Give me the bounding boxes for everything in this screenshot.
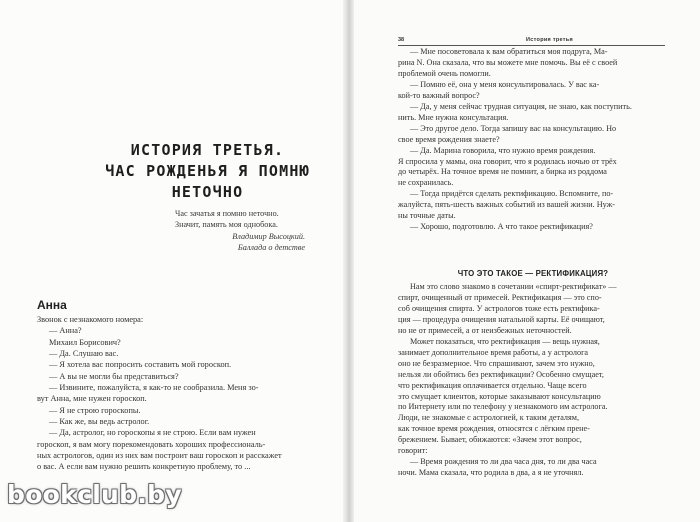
text-line: — Да. Марина говорила, что нужно время рождения. — [410, 145, 596, 155]
text-line: ночи. Мама сказала, что родила в два, а я не уточнял. — [398, 468, 584, 478]
section-heading-rectification: ЧТО ЭТО ТАКОЕ — РЕКТИФИКАЦИЯ? — [457, 269, 609, 278]
page-number: 38 — [398, 37, 405, 43]
epigraph-author: Владимир Высоцкий. — [232, 231, 305, 241]
text-line: ция — процедура очищения натальной карты. Её очищают, — [398, 314, 605, 324]
text-line: оно не безразмерное. Что спрашивают, зачем это нужно, — [398, 358, 595, 368]
text-line: вут Анна, мне нужен гороскоп. — [37, 394, 147, 404]
left-body-text — [37, 314, 327, 473]
text-line: соб очищения спирта. У астрологов тоже есть ректифика- — [398, 303, 600, 313]
text-line: — Это другое дело. Тогда запишу вас на консультацию. Но — [410, 123, 617, 133]
text-line: нельзя ли обойтись без ректификации? Особенно смущает, — [398, 369, 604, 379]
text-line: брежением. Бывает, обижаются: «Зачем этот вопрос, — [398, 435, 582, 445]
right-body-top — [398, 47, 668, 233]
text-line: — Да, у меня сейчас трудная ситуация, не знаю, как поступить. — [410, 101, 632, 111]
text-line: — Хорошо, подготовлю. А что такое ректификация? — [410, 222, 593, 232]
text-line: проблемой очень помогли. — [398, 68, 491, 78]
book-gutter — [343, 0, 354, 522]
epigraph-line: Час зачатья я помню неточно. — [175, 209, 279, 218]
epigraph — [175, 208, 305, 254]
section-heading-anna: Анна — [37, 298, 67, 312]
text-line: но не от примесей, а от неизбежных неточностей. — [398, 325, 572, 335]
text-line: жалуйста, пять-шесть важных событий из вашей жизни. Нуж- — [398, 200, 615, 210]
text-line: не сохранилась. — [398, 178, 454, 188]
chapter-title-line: НЕТОЧНО — [171, 183, 244, 201]
running-title: История третья — [526, 37, 573, 43]
text-line: — Извините, пожалуйста, я как-то не сообразила. Меня зо- — [49, 383, 259, 393]
watermark-logo: bookclub.by — [7, 480, 182, 509]
text-line: свое время рождения знаете? — [398, 134, 500, 144]
text-line: рина N. Она сказала, что вы можете мне помочь. Вы её с своей — [398, 57, 618, 67]
text-line: как точное время рождения, относятся с лёгким прене- — [398, 424, 590, 434]
text-line: — Время рождения то ли два часа дня, то ли два часа — [410, 457, 597, 467]
epigraph-line: Значит, память моя однобока. — [175, 220, 278, 230]
text-line: это смущает клиентов, которые заказывают консультацию — [398, 391, 601, 401]
text-line: — Анна? — [49, 326, 82, 336]
text-line: — Я не строю гороскопы. — [49, 405, 141, 415]
text-line: нить. Мне нужна консультация. — [398, 112, 509, 122]
text-line: по Интернету или по телефону у незнакомого им астролога. — [398, 402, 608, 412]
text-line: Может показаться, что ректификация — вещь нужная, — [410, 336, 600, 346]
running-head — [398, 37, 665, 46]
text-line: — Я хотела вас попросить составить мой гороскоп. — [49, 360, 232, 370]
chapter-title-line: ИСТОРИЯ ТРЕТЬЯ. — [130, 141, 285, 159]
text-line: — Помню её, она у меня консультировалась. У вас ка- — [410, 79, 600, 89]
text-line: — Тогда придётся сделать ректификацию. Вспомните, по- — [410, 189, 614, 199]
chapter-title — [105, 140, 310, 203]
text-line: — Да. Слушаю вас. — [49, 349, 119, 359]
text-line: — Мне посоветовала к вам обратиться моя подруга, Ма- — [410, 47, 608, 56]
text-line: ных астрологов, один из них вам построит ваш гороскоп и расскажет — [37, 451, 282, 461]
text-line: Нам это слово знакомо в сочетании «спирт-ректификат» — — [410, 282, 617, 291]
epigraph-work: Баллада о детстве — [237, 243, 305, 253]
text-line: занимает дополнительное время работы, а у астролога — [398, 347, 589, 357]
text-line: спирт, очищенный от примесей. Ректификация — это спо- — [398, 292, 602, 302]
text-line: до четырёх. На точное время не помнит, а бирка из роддома — [398, 167, 607, 177]
text-line: что ректификация оплачивается отдельно. Чаще всего — [398, 380, 587, 390]
text-line: — А вы не могли бы представиться? — [49, 371, 179, 381]
text-line: говорит: — [398, 446, 428, 456]
text-line: Я спросила у мамы, она говорит, что я родилась ночью от трёх — [398, 156, 617, 166]
text-line: — Да, астролог, но гороскопы я не строю. Если вам нужен — [49, 428, 256, 438]
text-line: кой-то важный вопрос? — [398, 90, 480, 100]
text-line: Михаил Борисович? — [49, 337, 121, 347]
text-line: ны точные даты. — [398, 211, 456, 221]
text-line: — Как же, вы ведь астролог. — [49, 417, 150, 427]
right-body-bottom — [398, 282, 668, 479]
text-line: гороскоп, я вам могу порекомендовать хороших профессиональ- — [37, 439, 266, 449]
text-line: Звонок с незнакомого номера: — [37, 315, 144, 324]
text-line: Люди, не знакомые с астрологией, к таким деталям, — [398, 413, 579, 423]
text-line: о вас. А если вам нужно решить конкретную проблему, то ... — [37, 462, 251, 472]
chapter-title-line: ЧАС РОЖДЕНЬЯ Я ПОМНЮ — [105, 162, 310, 180]
